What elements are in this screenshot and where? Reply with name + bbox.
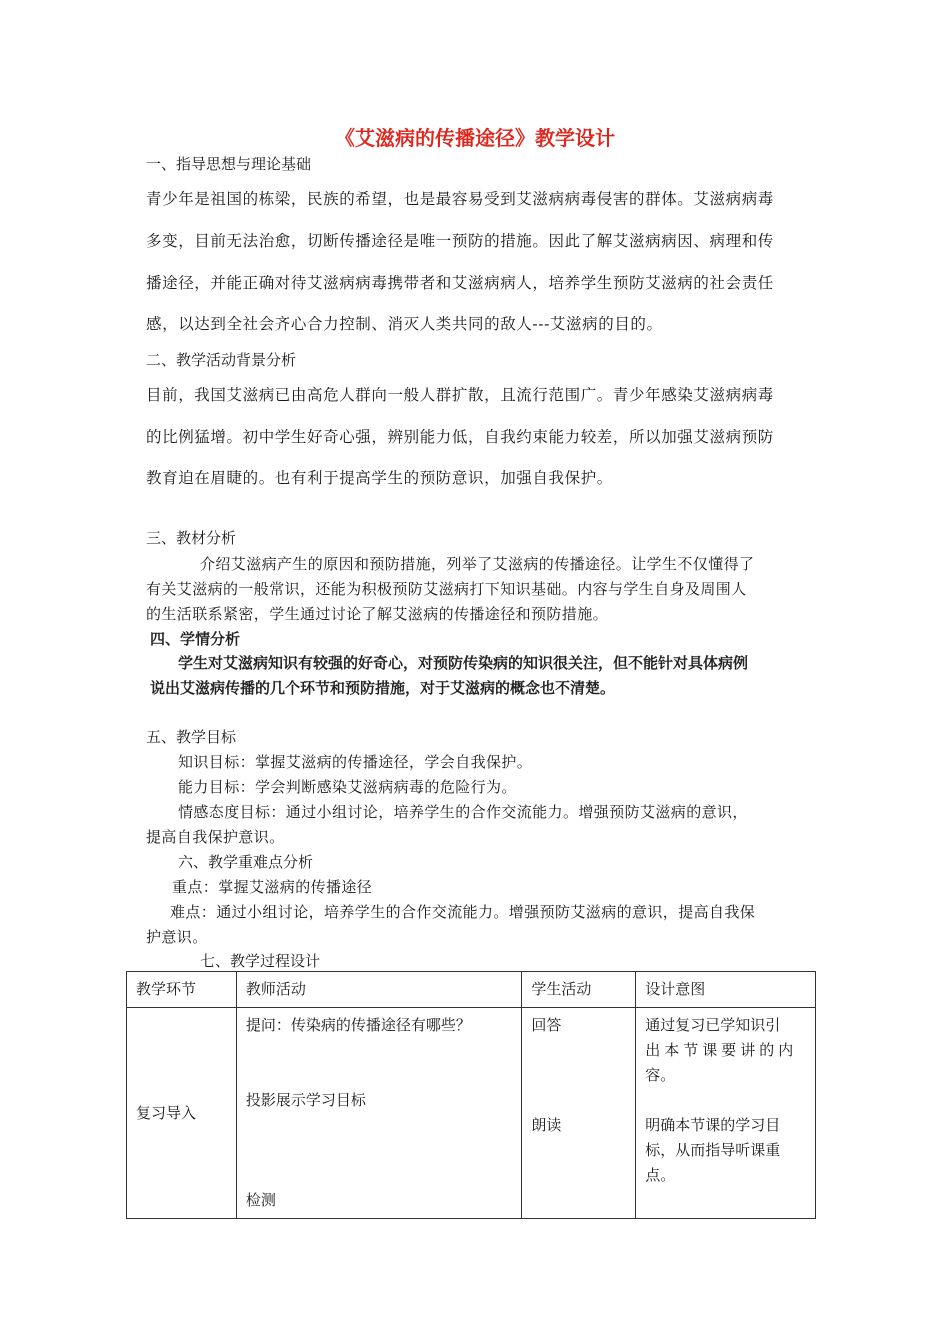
teacher-activity-cell bbox=[236, 1008, 522, 1219]
difficult-point: 难点：通过小组讨论，培养学生的合作交流能力。增强预防艾滋病的意识，提高自我保 bbox=[170, 903, 756, 921]
section-3-line: 有关艾滋病的一般常识，还能为积极预防艾滋病打下知识基础。内容与学生自身及周围人 bbox=[146, 580, 747, 598]
table-header: 教学环节 bbox=[127, 972, 237, 1008]
section-2-line: 教育迫在眉睫的。也有利于提高学生的预防意识，加强自我保护。 bbox=[146, 469, 613, 487]
design-intent: 明确本节课的学习目 bbox=[645, 1116, 781, 1134]
table-header: 设计意图 bbox=[636, 972, 816, 1008]
section-2-line: 的比例猛增。初中学生好奇心强，辨别能力低，自我约束能力较差，所以加强艾滋病预防 bbox=[146, 428, 774, 446]
design-intent: 通过复习已学知识引 bbox=[645, 1016, 781, 1034]
section-4-line: 学生对艾滋病知识有较强的好奇心，对预防传染病的知识很关注，但不能针对具体病例 bbox=[178, 654, 749, 672]
design-intent: 出本节课要讲的内 bbox=[645, 1041, 798, 1059]
section-1-line: 感，以达到全社会齐心合力控制、消灭人类共同的敌人---艾滋病的目的。 bbox=[146, 315, 663, 333]
key-point: 重点：掌握艾滋病的传播途径 bbox=[172, 878, 373, 896]
section-3-heading: 三、教材分析 bbox=[146, 529, 237, 547]
section-3-line: 的生活联系紧密，学生通过讨论了解艾滋病的传播途径和预防措施。 bbox=[146, 605, 609, 623]
section-4-line: 说出艾滋病传播的几个环节和预防措施，对于艾滋病的概念也不清楚。 bbox=[150, 679, 616, 697]
teacher-activity: 检测 bbox=[245, 1191, 276, 1209]
section-5-heading: 五、教学目标 bbox=[146, 728, 237, 746]
student-activity-cell bbox=[522, 1008, 636, 1219]
section-1-line: 多变，目前无法治愈，切断传播途径是唯一预防的措施。因此了解艾滋病病因、病理和传 bbox=[146, 232, 774, 250]
section-1-line: 青少年是祖国的栋梁，民族的希望，也是最容易受到艾滋病病毒侵害的群体。艾滋病病毒 bbox=[146, 190, 774, 208]
design-intent: 点。 bbox=[645, 1166, 676, 1184]
stage-cell: 复习导入 bbox=[127, 1008, 237, 1219]
emotion-goal: 情感态度目标：通过小组讨论，培养学生的合作交流能力。增强预防艾滋病的意识， bbox=[178, 803, 748, 821]
ability-goal: 能力目标：学会判断感染艾滋病病毒的危险行为。 bbox=[178, 778, 517, 796]
emotion-goal-continued: 提高自我保护意识。 bbox=[146, 828, 285, 846]
teaching-process-table bbox=[126, 971, 816, 1219]
document-title: 《艾滋病的传播途径》教学设计 bbox=[335, 126, 615, 150]
student-activity: 朗读 bbox=[531, 1116, 562, 1134]
student-activity: 回答 bbox=[531, 1016, 562, 1034]
section-2-heading: 二、教学活动背景分析 bbox=[146, 351, 297, 369]
table-header-row bbox=[127, 972, 816, 1008]
teacher-activity: 投影展示学习目标 bbox=[245, 1091, 366, 1109]
design-intent: 容。 bbox=[645, 1066, 676, 1084]
section-1-heading: 一、指导思想与理论基础 bbox=[146, 155, 312, 173]
section-7-heading: 七、教学过程设计 bbox=[200, 952, 321, 970]
table-header: 教师活动 bbox=[236, 972, 522, 1008]
section-2-line: 目前，我国艾滋病已由高危人群向一般人群扩散，且流行范围广。青少年感染艾滋病病毒 bbox=[146, 386, 774, 404]
table-row bbox=[127, 1008, 816, 1219]
knowledge-goal: 知识目标：掌握艾滋病的传播途径，学会自我保护。 bbox=[178, 753, 533, 771]
section-1-line: 播途径，并能正确对待艾滋病病毒携带者和艾滋病病人，培养学生预防艾滋病的社会责任 bbox=[146, 274, 774, 292]
design-intent: 标，从而指导听课重 bbox=[645, 1141, 781, 1159]
teacher-activity: 提问：传染病的传播途径有哪些？ bbox=[245, 1016, 471, 1034]
section-4-heading: 四、学情分析 bbox=[150, 630, 241, 648]
difficult-point-continued: 护意识。 bbox=[146, 928, 208, 946]
table-header: 学生活动 bbox=[522, 972, 636, 1008]
design-intent-cell bbox=[636, 1008, 816, 1219]
section-3-line: 介绍艾滋病产生的原因和预防措施，列举了艾滋病的传播途径。让学生不仅懂得了 bbox=[200, 555, 755, 573]
section-6-heading: 六、教学重难点分析 bbox=[178, 853, 314, 871]
